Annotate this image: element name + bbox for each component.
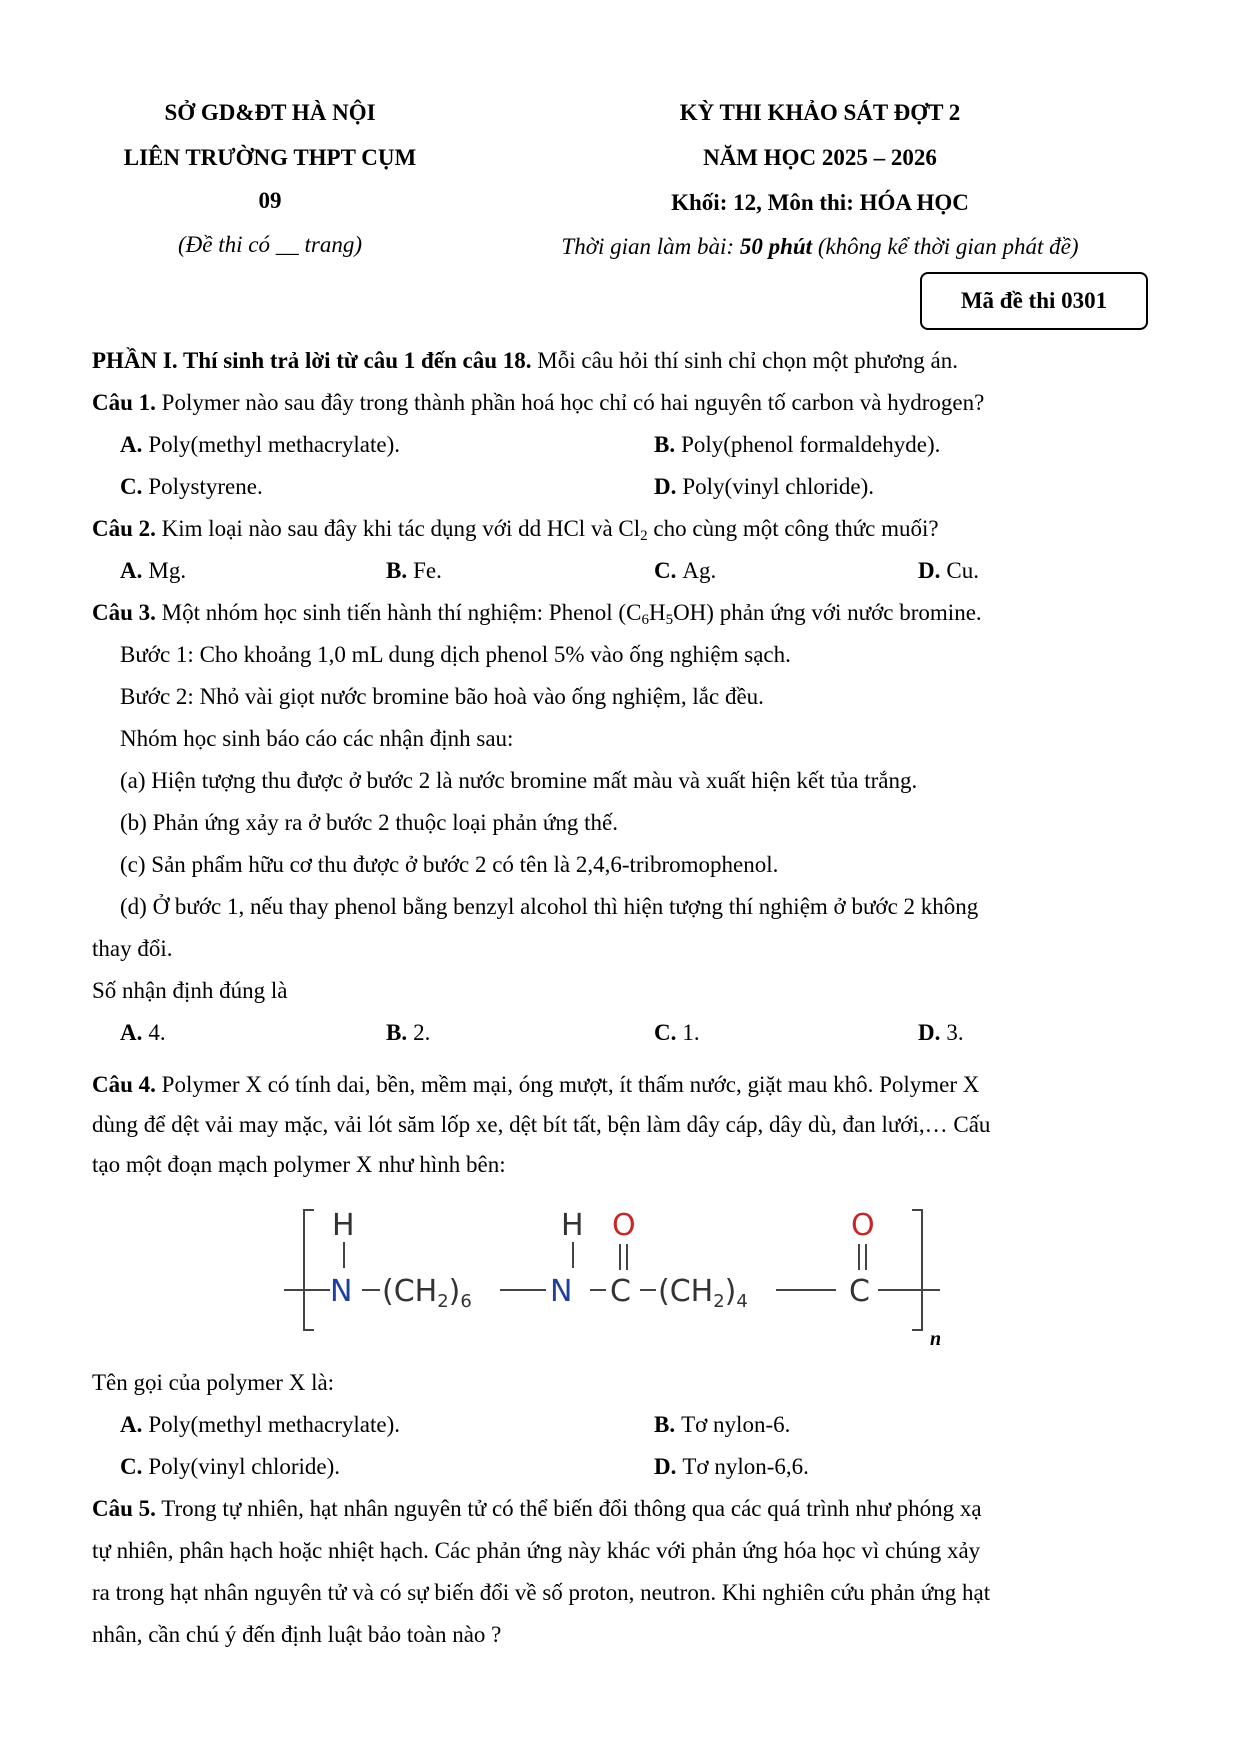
question-label: Câu 1. [92, 390, 156, 415]
part-heading: PHẦN I. Thí sinh trả lời từ câu 1 đến câu 18. [92, 348, 532, 373]
struct-n1: N [330, 1274, 353, 1309]
q3-option-c: C. 1. [654, 1020, 700, 1045]
struct-n-index: n [930, 1328, 942, 1350]
question-4: Câu 4. Polymer X có tính dai, bền, mềm mại, óng mượt, ít thấm nước, giặt mau khô. Polymer X [92, 1072, 980, 1097]
time-note: (không kể thời gian phát đề) [812, 234, 1079, 259]
q2-option-b: B. Fe. [386, 558, 442, 583]
struct-h2: H [561, 1208, 584, 1243]
question-1 [92, 390, 1152, 416]
q3-ask: Số nhận định đúng là [92, 978, 288, 1003]
struct-c1: C [610, 1274, 631, 1309]
q4-option-d: D. Tơ nylon-6,6. [654, 1454, 809, 1479]
exam-title: KỲ THI KHẢO SÁT ĐỢT 2 [679, 100, 961, 125]
q3-step-2: Bước 2: Nhỏ vài giọt nước bromine bão hoà vào ống nghiệm, lắc đều. [120, 684, 764, 709]
q1-option-c: C. Polystyrene. [120, 474, 263, 499]
page-count: (Đề thi có __ trang) [178, 232, 362, 257]
q2-option-a: A. Mg. [120, 558, 187, 583]
time-limit [480, 234, 1160, 260]
q3-step-1: Bước 1: Cho khoảng 1,0 mL dung dịch phenol 5% vào ống nghiệm sạch. [120, 642, 791, 667]
svg-text:(CH2)6: $(CH_2)_6$ [382, 1274, 472, 1312]
question-5: Câu 5. Trong tự nhiên, hạt nhân nguyên tử có thể biến đổi thông qua các quá trình như phóng xạ [92, 1496, 982, 1521]
svg-text:(CH2)4: $(CH_2)_4$ [658, 1274, 748, 1312]
struct-o1: O [612, 1208, 636, 1243]
q2-option-c: C. Ag. [654, 558, 717, 583]
q3-statement-a: (a) Hiện tượng thu được ở bước 2 là nước bromine mất màu và xuất hiện kết tủa trắng. [120, 768, 918, 793]
time-label: Thời gian làm bài: [561, 234, 740, 259]
q1-option-a: A. Poly(methyl methacrylate). [120, 432, 401, 457]
struct-h1: H [332, 1208, 355, 1243]
school-department: SỞ GD&ĐT HÀ NỘI [164, 100, 376, 125]
q5-line-2: tự nhiên, phân hạch hoặc nhiệt hạch. Các phản ứng này khác với phản ứng hóa học vì chúng xảy [92, 1538, 981, 1563]
polymer-structure [280, 1190, 980, 1350]
q3-option-b: B. 2. [386, 1020, 431, 1045]
q3-statement-d-cont: thay đổi. [92, 936, 173, 961]
struct-n2: N [550, 1274, 573, 1309]
cluster-number: 09 [258, 188, 282, 213]
q3-intro: Nhóm học sinh báo cáo các nhận định sau: [120, 726, 514, 751]
grade-subject: Khối: 12, Môn thi: HÓA HỌC [671, 190, 969, 215]
q1-option-b: B. Poly(phenol formaldehyde). [654, 432, 941, 457]
part-instruction: Mỗi câu hỏi thí sinh chỉ chọn một phương án. [531, 348, 958, 373]
q3-statement-d: (d) Ở bước 1, nếu thay phenol bằng benzyl alcohol thì hiện tượng thí nghiệm ở bước 2 không [120, 894, 979, 919]
part-title [92, 348, 1152, 374]
q5-line-3: ra trong hạt nhân nguyên tử và có sự biến đổi về số proton, neutron. Khi nghiên cứu phản ứng hạt [92, 1580, 991, 1605]
question-text: Polymer nào sau đây trong thành phần hoá học chỉ có hai nguyên tố carbon và hydrogen? [155, 390, 985, 415]
question-2: Câu 2. Kim loại nào sau đây khi tác dụng với dd HCl và $Cl_2$ cho cùng một công thức muối? [92, 516, 939, 544]
q4-line-2: dùng để dệt vải may mặc, vải lót săm lốp xe, dệt bít tất, bện làm dây cáp, dây dù, đan lưới,… Cấu [92, 1112, 991, 1137]
q1-option-d: D. Poly(vinyl chloride). [654, 474, 875, 499]
q2-option-d: D. Cu. [918, 558, 979, 583]
q4-ask: Tên gọi của polymer X là: [92, 1370, 335, 1395]
q3-statement-c: (c) Sản phẩm hữu cơ thu được ở bước 2 có tên là 2,4,6-tribromophenol. [120, 852, 779, 877]
exam-code: Mã đề thi 0301 [960, 288, 1108, 313]
q3-option-a: A. 4. [120, 1020, 166, 1045]
q4-option-b: B. Tơ nylon-6. [654, 1412, 791, 1437]
q5-line-4: nhân, cần chú ý đến định luật bảo toàn nào ? [92, 1622, 502, 1647]
q4-option-a: A. Poly(methyl methacrylate). [120, 1412, 401, 1437]
school-cluster: LIÊN TRƯỜNG THPT CỤM [123, 145, 417, 170]
time-value: 50 phút [739, 234, 813, 259]
struct-o2: O [851, 1208, 875, 1243]
q4-option-c: C. Poly(vinyl chloride). [120, 1454, 341, 1479]
q4-line-3: tạo một đoạn mạch polymer X như hình bên: [92, 1152, 506, 1177]
question-3: Câu 3. Một nhóm học sinh tiến hành thí nghiệm: Phenol $(C_6H_5OH)$ phản ứng với nước bromine. [92, 600, 982, 628]
q3-option-d: D. 3. [918, 1020, 964, 1045]
q3-statement-b: (b) Phản ứng xảy ra ở bước 2 thuộc loại phản ứng thế. [120, 810, 618, 835]
school-year: NĂM HỌC 2025 – 2026 [703, 145, 937, 170]
exam-code-box [920, 272, 1148, 330]
struct-c2: C [849, 1274, 870, 1309]
